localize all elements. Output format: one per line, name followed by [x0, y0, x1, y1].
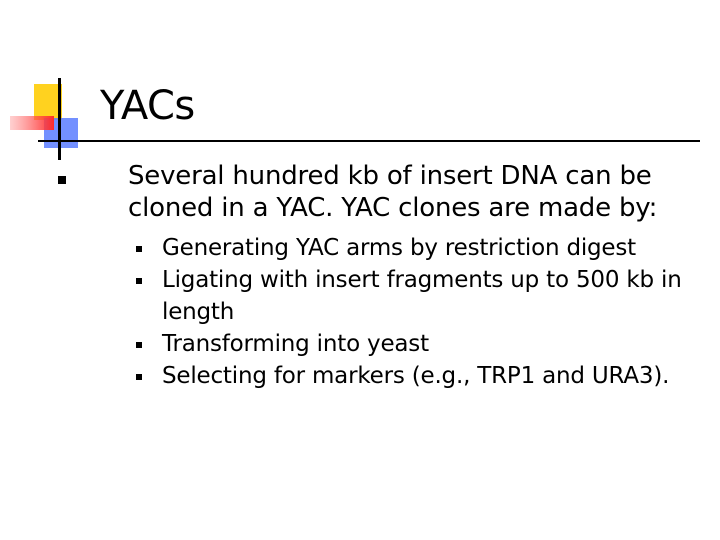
- square-bullet-icon: [136, 278, 142, 284]
- title-divider: [38, 140, 700, 142]
- sub-bullet-text: Selecting for markers (e.g., TRP1 and URA3).: [162, 363, 670, 389]
- square-bullet-icon: [136, 342, 142, 348]
- slide-title: YACs: [100, 83, 195, 129]
- square-bullet-icon: [58, 176, 66, 184]
- square-bullet-icon: [136, 246, 142, 252]
- sub-bullet-text: Transforming into yeast: [162, 331, 429, 357]
- template-logo-icon: [8, 76, 94, 162]
- sub-bullet-text: Ligating with insert fragments up to 500 kb in length: [162, 267, 682, 325]
- list-item: [128, 264, 698, 328]
- bullet-list: [58, 160, 698, 392]
- bullet-text: Several hundred kb of insert DNA can be cloned in a YAC. YAC clones are made by:: [128, 161, 658, 223]
- sub-bullet-text: Generating YAC arms by restriction digest: [162, 235, 636, 261]
- list-item: [128, 328, 698, 360]
- list-item: [128, 360, 698, 392]
- sub-bullet-list: [128, 232, 698, 392]
- list-item: [58, 160, 698, 392]
- list-item: [128, 232, 698, 264]
- square-bullet-icon: [136, 374, 142, 380]
